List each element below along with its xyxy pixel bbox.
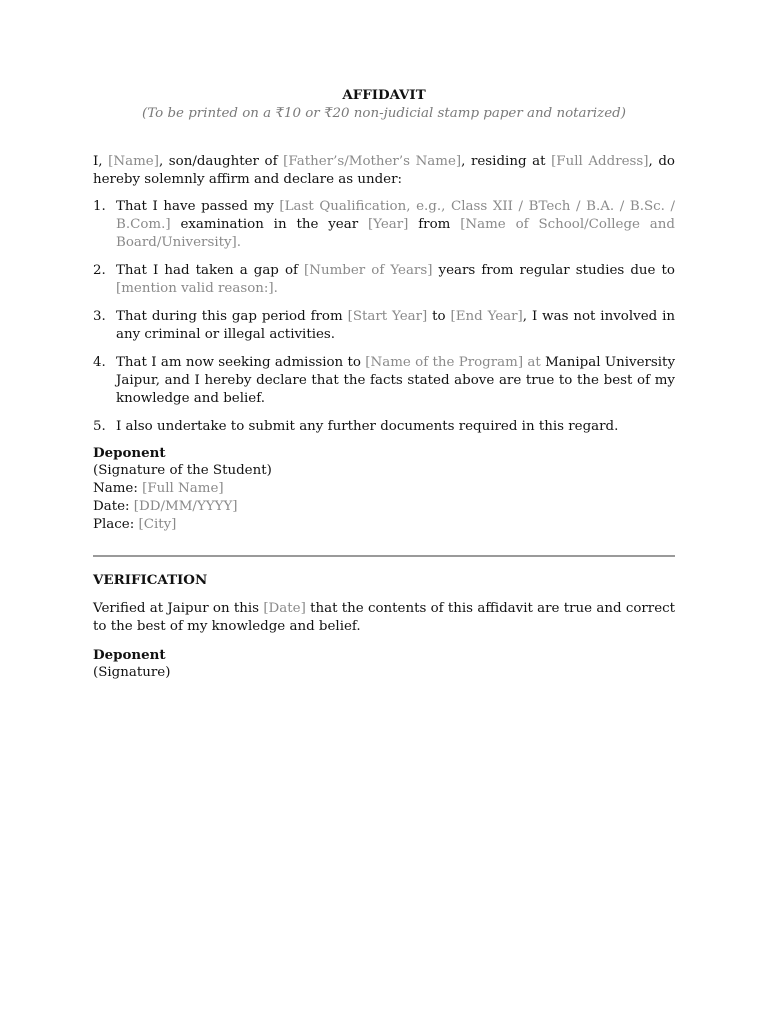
intro-paragraph bbox=[93, 153, 675, 189]
verification-deponent-heading: Deponent bbox=[93, 647, 166, 663]
placeholder-city: [City] bbox=[138, 517, 177, 532]
date-line bbox=[93, 498, 675, 516]
placeholder-full-name: [Full Name] bbox=[142, 481, 224, 496]
deponent-block bbox=[93, 444, 675, 534]
clause-text: I also undertake to submit any further documents required in this regard. bbox=[116, 419, 619, 434]
clause-item bbox=[93, 418, 675, 436]
intro-text-3: , residing at bbox=[461, 154, 552, 169]
clause-text: examination in the year bbox=[170, 217, 368, 232]
date-label: Date: bbox=[93, 499, 134, 514]
clause-text: , I was not involved in any criminal or illegal activities. bbox=[116, 309, 675, 342]
place-line bbox=[93, 516, 675, 534]
placeholder-verification-date: [Date] bbox=[263, 601, 306, 616]
clause-number: 5. bbox=[93, 419, 106, 434]
deponent-heading: Deponent bbox=[93, 445, 166, 461]
placeholder-institution: [Name of School/College and Board/University]. bbox=[116, 217, 675, 250]
verification-deponent-block bbox=[93, 646, 675, 682]
clause-text: years from regular studies due to bbox=[432, 263, 675, 278]
section-divider bbox=[93, 555, 675, 557]
verification-signature-line: (Signature) bbox=[93, 665, 171, 680]
verification-heading: VERIFICATION bbox=[93, 572, 208, 588]
placeholder-gap-years: [Number of Years] bbox=[304, 263, 433, 278]
placeholder-date: [DD/MM/YYYY] bbox=[133, 499, 238, 514]
clause-number: 1. bbox=[93, 199, 106, 214]
clause-number: 2. bbox=[93, 263, 106, 278]
placeholder-parent-name: [Father’s/Mother’s Name] bbox=[283, 154, 462, 169]
placeholder-reason: [mention valid reason:]. bbox=[116, 281, 278, 296]
clause-text: That I am now seeking admission to bbox=[116, 355, 366, 370]
clause-item bbox=[93, 308, 675, 344]
clause-text: to bbox=[427, 309, 451, 324]
clause-text: from bbox=[408, 217, 461, 232]
name-line bbox=[93, 480, 675, 498]
clause-number: 3. bbox=[93, 309, 106, 324]
placeholder-year: [Year] bbox=[367, 217, 409, 232]
clause-list bbox=[93, 198, 675, 436]
intro-text-2: , son/daughter of bbox=[158, 154, 284, 169]
signature-line: (Signature of the Student) bbox=[93, 463, 272, 478]
verification-paragraph bbox=[93, 600, 675, 636]
verification-text-1: Verified at Jaipur on this bbox=[93, 601, 264, 616]
placeholder-end-year: [End Year] bbox=[450, 309, 523, 324]
clause-item bbox=[93, 354, 675, 408]
name-label: Name: bbox=[93, 481, 143, 496]
clause-text: That I have passed my bbox=[116, 199, 280, 214]
intro-text-1: I, bbox=[93, 154, 109, 169]
clause-number: 4. bbox=[93, 355, 106, 370]
clause-text: Manipal University Jaipur, and I hereby declare that the facts stated above are true to the best of my knowledge and belief. bbox=[116, 355, 676, 406]
document-body bbox=[93, 86, 675, 682]
placeholder-name: [Name] bbox=[108, 154, 159, 169]
document-subtitle: (To be printed on a ₹10 or ₹20 non-judicial stamp paper and notarized) bbox=[142, 106, 626, 121]
clause-text: That during this gap period from bbox=[116, 309, 348, 324]
verification-text-2: that the contents of this affidavit are true and correct to the best of my knowledge and belief. bbox=[93, 601, 676, 634]
clause-item bbox=[93, 198, 675, 252]
clause-text: That I had taken a gap of bbox=[116, 263, 305, 278]
placeholder-qualification: [Last Qualification, e.g., Class XII / BTech / B.A. / B.Sc. / B.Com.] bbox=[116, 199, 675, 232]
document-title: AFFIDAVIT bbox=[342, 87, 426, 103]
place-label: Place: bbox=[93, 517, 139, 532]
intro-text-4: , do hereby solemnly affirm and declare as under: bbox=[93, 154, 675, 187]
placeholder-address: [Full Address] bbox=[551, 154, 649, 169]
clause-item bbox=[93, 262, 675, 298]
placeholder-program: [Name of the Program] at bbox=[365, 355, 541, 370]
placeholder-start-year: [Start Year] bbox=[347, 309, 428, 324]
